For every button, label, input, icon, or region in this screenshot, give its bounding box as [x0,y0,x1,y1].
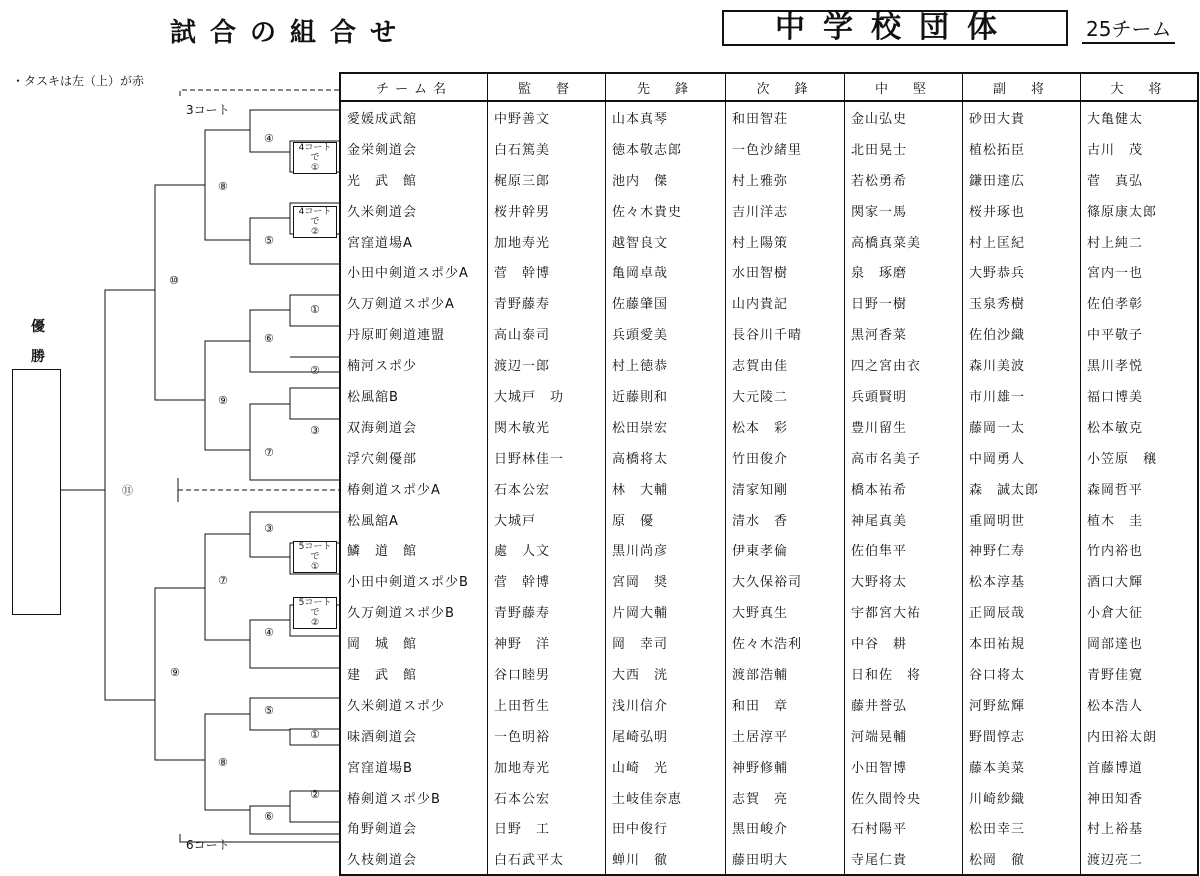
player-cell: 高市名美子 [845,442,963,473]
table-row [340,658,1198,689]
player-cell: 村上匡紀 [963,226,1081,257]
player-cell: 青野藤寿 [488,596,606,627]
player-cell: 加地寿光 [488,751,606,782]
table-row [340,442,1198,473]
bk-num: ⑧ [218,180,228,193]
table-row [340,101,1198,133]
team-name-cell: 小田中剣道スポ少A [340,256,488,287]
player-cell: 内田裕太朗 [1081,720,1199,751]
player-cell: 近藤則和 [606,380,726,411]
team-name-cell: 久米剣道会 [340,195,488,226]
player-cell: 砂田大貴 [963,101,1081,133]
bk-num: ③ [264,522,274,535]
table-row [340,133,1198,164]
bk-num: ② [310,364,320,377]
player-cell: 松本浩人 [1081,689,1199,720]
court4-text: 4コートで [298,207,332,227]
player-cell: 正岡辰哉 [963,596,1081,627]
player-cell: 田中俊行 [606,812,726,843]
player-cell: 日野 工 [488,812,606,843]
team-count: 25チーム [1082,16,1175,44]
court4-label-a: 4コートで ① [293,142,337,174]
team-name-cell: 金栄剣道会 [340,133,488,164]
player-cell: 白石篤美 [488,133,606,164]
player-cell: 藤本美菜 [963,751,1081,782]
col-header: 監 督 [488,73,606,101]
player-cell: 河端晃輔 [845,720,963,751]
player-cell: 大元陵二 [726,380,845,411]
player-cell: 加地寿光 [488,226,606,257]
player-cell: 小田智博 [845,751,963,782]
table-row [340,164,1198,195]
player-cell: 兵頭賢明 [845,380,963,411]
player-cell: 水田智樹 [726,256,845,287]
bk-num: ⑤ [264,234,274,247]
bk-num: ⑨ [218,394,228,407]
player-cell: 山内貴記 [726,287,845,318]
player-cell: 野間惇志 [963,720,1081,751]
player-cell: 石本公宏 [488,473,606,504]
col-header: チーム名 [340,73,488,101]
division-title: 中学校団体 [722,10,1068,46]
player-cell: 若松勇希 [845,164,963,195]
bk-num: ③ [310,424,320,437]
player-cell: 伊東孝倫 [726,534,845,565]
player-cell: 藤井誉弘 [845,689,963,720]
player-cell: 神野修輔 [726,751,845,782]
player-cell: 森 誠太郎 [963,473,1081,504]
player-cell: 蝉川 徹 [606,843,726,875]
col-header: 中 堅 [845,73,963,101]
player-cell: 小倉大征 [1081,596,1199,627]
player-cell: 高山泰司 [488,318,606,349]
bk-num: ⑩ [169,274,179,287]
player-cell: 黒河香菜 [845,318,963,349]
table-row [340,751,1198,782]
bk-num: ⑨ [170,666,180,679]
player-cell: 渡辺一郎 [488,349,606,380]
player-cell: 高橋真菜美 [845,226,963,257]
player-cell: 首藤博道 [1081,751,1199,782]
roster-header-row [340,73,1198,101]
team-name-cell: 小田中剣道スポ少B [340,565,488,596]
player-cell: 宇都宮大祐 [845,596,963,627]
player-cell: 神野仁寿 [963,534,1081,565]
player-cell: 日野林佳一 [488,442,606,473]
table-row [340,411,1198,442]
player-cell: 橋本祐希 [845,473,963,504]
player-cell: 重岡明世 [963,504,1081,535]
team-name-cell: 楠河スポ少 [340,349,488,380]
player-cell: 上田哲生 [488,689,606,720]
player-cell: 青野藤寿 [488,287,606,318]
court5-text: 5コートで [298,542,332,562]
player-cell: 北田晃士 [845,133,963,164]
player-cell: 村上裕基 [1081,812,1199,843]
player-cell: 兵頭愛美 [606,318,726,349]
bk-num: ⑦ [264,446,274,459]
player-cell: 梶原三郎 [488,164,606,195]
player-cell: 桜井琢也 [963,195,1081,226]
player-cell: 四之宮由衣 [845,349,963,380]
player-cell: 佐々木貴史 [606,195,726,226]
player-cell: 石本公宏 [488,782,606,813]
player-cell: 大野真生 [726,596,845,627]
player-cell: 志賀由佳 [726,349,845,380]
player-cell: 菅 幹博 [488,256,606,287]
player-cell: 山崎 光 [606,751,726,782]
player-cell: 菅 幹博 [488,565,606,596]
team-name-cell: 久万剣道スポ少A [340,287,488,318]
player-cell: 尾崎弘明 [606,720,726,751]
player-cell: 宮内一也 [1081,256,1199,287]
bk-num: ① [310,303,320,316]
player-cell: 土居淳平 [726,720,845,751]
player-cell: 福口博美 [1081,380,1199,411]
table-row [340,843,1198,875]
player-cell: 黒田峻介 [726,812,845,843]
court3-label: 3コート [186,103,230,117]
player-cell: 神田知香 [1081,782,1199,813]
player-cell: 中谷 耕 [845,627,963,658]
player-cell: 黒川孝悦 [1081,349,1199,380]
player-cell: 志賀 亮 [726,782,845,813]
player-cell: 古川 茂 [1081,133,1199,164]
team-name-cell: 鱗 道 館 [340,534,488,565]
player-cell: 大城戸 功 [488,380,606,411]
table-row [340,380,1198,411]
red-sash-note: ・タスキは左（上）が赤 [12,74,145,88]
team-name-cell: 宮窪道場B [340,751,488,782]
tournament-bracket [0,0,345,866]
player-cell: 植松拓臣 [963,133,1081,164]
player-cell: 桜井幹男 [488,195,606,226]
team-name-cell: 椿剣道スポ少B [340,782,488,813]
team-name-cell: 建 武 館 [340,658,488,689]
player-cell: 森岡哲平 [1081,473,1199,504]
player-cell: 神野 洋 [488,627,606,658]
player-cell: 吉川洋志 [726,195,845,226]
player-cell: 徳本敬志郎 [606,133,726,164]
player-cell: 本田祐規 [963,627,1081,658]
player-cell: 鎌田達広 [963,164,1081,195]
player-cell: 神尾真美 [845,504,963,535]
player-cell: 和田智荘 [726,101,845,133]
team-name-cell: 浮穴剣優部 [340,442,488,473]
player-cell: 竹内裕也 [1081,534,1199,565]
player-cell: 佐藤肇国 [606,287,726,318]
player-cell: 清家知剛 [726,473,845,504]
player-cell: 浅川信介 [606,689,726,720]
player-cell: 泉 琢磨 [845,256,963,287]
roster-body [340,101,1198,875]
table-row [340,226,1198,257]
bk-num: ⑧ [218,756,228,769]
team-name-cell: 双海剣道会 [340,411,488,442]
bk-num: ⑤ [264,704,274,717]
col-header: 先 鋒 [606,73,726,101]
team-name-cell: 愛媛成武舘 [340,101,488,133]
player-cell: 谷口将太 [963,658,1081,689]
table-row [340,318,1198,349]
court3-connector [180,90,340,96]
table-row [340,534,1198,565]
player-cell: 菅 真弘 [1081,164,1199,195]
player-cell: 青野佳寛 [1081,658,1199,689]
player-cell: 宮岡 奨 [606,565,726,596]
team-name-cell: 味酒剣道会 [340,720,488,751]
table-row [340,256,1198,287]
court4-label-b: 4コートで ② [293,206,337,238]
team-name-cell: 丹原町剣道連盟 [340,318,488,349]
player-cell: 高橋将太 [606,442,726,473]
player-cell: 村上徳恭 [606,349,726,380]
player-cell: 大久保裕司 [726,565,845,596]
player-cell: 一色明裕 [488,720,606,751]
player-cell: 関木敏光 [488,411,606,442]
player-cell: 玉泉秀樹 [963,287,1081,318]
col-header: 副 将 [963,73,1081,101]
player-cell: 土岐佳奈恵 [606,782,726,813]
player-cell: 大西 洸 [606,658,726,689]
court5-label-b: 5コートで ② [293,597,337,629]
player-cell: 白石武平太 [488,843,606,875]
player-cell: 松本淳基 [963,565,1081,596]
table-row [340,812,1198,843]
team-name-cell: 宮窪道場A [340,226,488,257]
table-row [340,782,1198,813]
player-cell: 山本真琴 [606,101,726,133]
team-name-cell: 岡 城 館 [340,627,488,658]
player-cell: 竹田俊介 [726,442,845,473]
team-name-cell: 角野剣道会 [340,812,488,843]
player-cell: 大亀健太 [1081,101,1199,133]
player-cell: 藤田明大 [726,843,845,875]
table-row [340,195,1198,226]
court5-label-a: 5コートで ① [293,541,337,573]
player-cell: 小笠原 穣 [1081,442,1199,473]
player-cell: 関家一馬 [845,195,963,226]
table-row [340,689,1198,720]
player-cell: 川崎紗織 [963,782,1081,813]
court5-text: 5コートで [298,598,332,618]
player-cell: 松本 彩 [726,411,845,442]
player-cell: 藤岡一太 [963,411,1081,442]
player-cell: 村上陽策 [726,226,845,257]
player-cell: 酒口大輝 [1081,565,1199,596]
player-cell: 長谷川千晴 [726,318,845,349]
roster-table [339,72,1199,876]
player-cell: 佐伯隼平 [845,534,963,565]
player-cell: 大野将太 [845,565,963,596]
player-cell: 大野恭兵 [963,256,1081,287]
player-cell: 日和佐 将 [845,658,963,689]
player-cell: 寺尾仁貴 [845,843,963,875]
bk-num: ⑥ [264,332,274,345]
player-cell: 松本敏克 [1081,411,1199,442]
player-cell: 日野一樹 [845,287,963,318]
team-name-cell: 久枝剣道会 [340,843,488,875]
player-cell: 和田 章 [726,689,845,720]
player-cell: 池内 傑 [606,164,726,195]
champion-label: 優勝 [31,319,45,365]
player-cell: 河野紘輝 [963,689,1081,720]
table-row [340,596,1198,627]
player-cell: 石村陽平 [845,812,963,843]
player-cell: 植木 圭 [1081,504,1199,535]
col-header: 次 鋒 [726,73,845,101]
player-cell: 村上純二 [1081,226,1199,257]
page-title: 試合の組合せ [170,18,411,48]
player-cell: 渡部浩輔 [726,658,845,689]
player-cell: 渡辺亮二 [1081,843,1199,875]
bk-num: ② [310,788,320,801]
player-cell: 原 優 [606,504,726,535]
table-row [340,627,1198,658]
player-cell: 一色沙緒里 [726,133,845,164]
bk-num: ⑥ [264,810,274,823]
player-cell: 森川美波 [963,349,1081,380]
player-cell: 越智良文 [606,226,726,257]
bk-num: ④ [264,626,274,639]
team-name-cell: 松風舘A [340,504,488,535]
team-name-cell: 椿剣道スポ少A [340,473,488,504]
player-cell: 篠原康太郎 [1081,195,1199,226]
player-cell: 市川雄一 [963,380,1081,411]
player-cell: 佐々木浩利 [726,627,845,658]
table-row [340,473,1198,504]
table-row [340,565,1198,596]
table-row [340,504,1198,535]
team-name-cell: 光 武 館 [340,164,488,195]
bk-num: ① [310,728,320,741]
player-cell: 松田崇宏 [606,411,726,442]
player-cell: 林 大輔 [606,473,726,504]
bk-num: ⑪ [122,484,133,497]
player-cell: 佐伯孝彰 [1081,287,1199,318]
player-cell: 豊川留生 [845,411,963,442]
team-name-cell: 久米剣道スポ少 [340,689,488,720]
player-cell: 谷口睦男 [488,658,606,689]
player-cell: 大城戸 [488,504,606,535]
player-cell: 中平敬子 [1081,318,1199,349]
player-cell: 中野善文 [488,101,606,133]
player-cell: 佐伯沙織 [963,318,1081,349]
player-cell: 片岡大輔 [606,596,726,627]
player-cell: 金山弘史 [845,101,963,133]
player-cell: 岡 幸司 [606,627,726,658]
table-row [340,720,1198,751]
player-cell: 亀岡卓哉 [606,256,726,287]
player-cell: 中岡勇人 [963,442,1081,473]
player-cell: 黒川尚彦 [606,534,726,565]
player-cell: 村上雅弥 [726,164,845,195]
team-name-cell: 久万剣道スポ少B [340,596,488,627]
player-cell: 清水 香 [726,504,845,535]
player-cell: 松田幸三 [963,812,1081,843]
player-cell: 處 人文 [488,534,606,565]
court6-label: 6コート [186,838,230,852]
table-row [340,349,1198,380]
player-cell: 岡部達也 [1081,627,1199,658]
table-row [340,287,1198,318]
bk-num: ④ [264,132,274,145]
court4-text: 4コートで [298,143,332,163]
col-header: 大 将 [1081,73,1199,101]
team-name-cell: 松風舘B [340,380,488,411]
bk-num: ⑦ [218,574,228,587]
player-cell: 佐久間怜央 [845,782,963,813]
player-cell: 松岡 徹 [963,843,1081,875]
